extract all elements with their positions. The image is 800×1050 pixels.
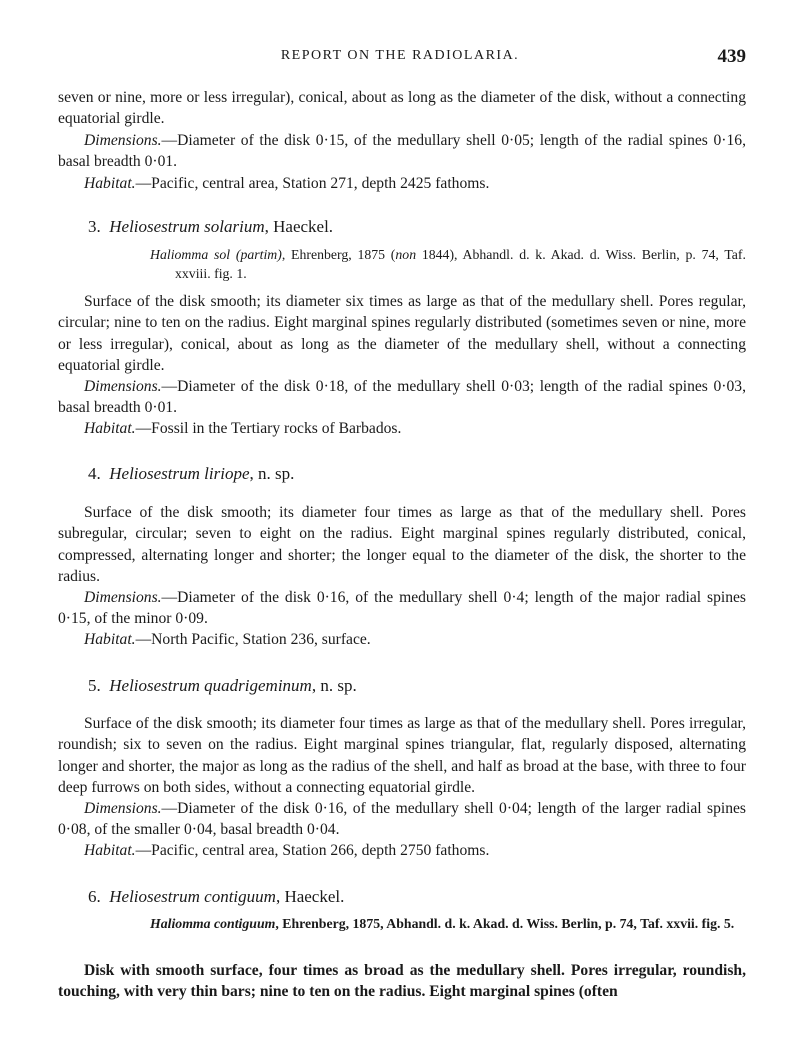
dimensions-label: Dimensions. xyxy=(84,132,162,149)
continuation-paragraph: seven or nine, more or less irregular), conical, about as long as the diameter of the disk, without a connecting equatorial girdle. xyxy=(58,89,746,128)
synonymy xyxy=(150,914,746,933)
synonym-reference: , Ehrenberg, 1875, Abhandl. d. k. Akad. d. Wiss. Berlin, p. 74, Taf. xxvii. fig. 5. xyxy=(275,916,735,931)
habitat-label: Habitat. xyxy=(84,842,136,859)
species-heading xyxy=(88,463,748,485)
habitat-text: —Fossil in the Tertiary rocks of Barbados. xyxy=(135,420,402,437)
species-name: Heliosestrum liriope xyxy=(109,464,250,483)
synonym-name: Haliomma sol xyxy=(150,247,231,262)
dimensions-text: —Diameter of the disk 0·16, of the medullary shell 0·04; length of the larger radial spines 0·08, of the smaller 0·04, basal breadth 0·04. xyxy=(58,800,746,839)
species-heading xyxy=(88,675,748,697)
dimensions-paragraph xyxy=(58,587,746,630)
habitat-label: Habitat. xyxy=(84,631,136,648)
dimensions-text: —Diameter of the disk 0·15, of the medullary shell 0·05; length of the radial spines 0·16, basal breadth 0·01. xyxy=(58,132,746,171)
species-author: , n. sp. xyxy=(311,676,357,695)
page-number: 439 xyxy=(717,46,746,67)
habitat-paragraph xyxy=(58,418,746,439)
dimensions-paragraph xyxy=(58,376,746,419)
habitat-paragraph xyxy=(58,173,746,194)
species-author: , n. sp. xyxy=(249,464,295,483)
dimensions-paragraph xyxy=(58,130,746,173)
species-name: Heliosestrum contiguum xyxy=(109,887,276,906)
synonymy xyxy=(150,245,746,283)
dimensions-text: —Diameter of the disk 0·18, of the medullary shell 0·03; length of the radial spines 0·03, basal breadth 0·01. xyxy=(58,378,746,417)
habitat-label: Habitat. xyxy=(84,420,136,437)
species-number: 4. xyxy=(88,464,101,483)
dimensions-text: —Diameter of the disk 0·16, of the medullary shell 0·4; length of the major radial spines 0·15, of the minor 0·09. xyxy=(58,589,746,628)
description-paragraph: Disk with smooth surface, four times as broad as the medullary shell. Pores irregular, roundish, touching, with very thin bars; nine to ten on the radius. Eight marginal spines (often xyxy=(58,962,746,1001)
habitat-text: —Pacific, central area, Station 266, depth 2750 fathoms. xyxy=(135,842,490,859)
synonym-name: Haliomma contiguum xyxy=(150,916,276,931)
species-author: , Haeckel. xyxy=(264,217,334,236)
synonym-mid: , Ehrenberg, 1875 ( xyxy=(281,247,396,262)
habitat-text: —Pacific, central area, Station 271, depth 2425 fathoms. xyxy=(135,175,490,192)
species-number: 5. xyxy=(88,676,101,695)
species-number: 3. xyxy=(88,217,101,236)
species-number: 6. xyxy=(88,887,101,906)
synonym-reference: 1844), Abhandl. d. k. Akad. d. Wiss. Berlin, p. 74, Taf. xxviii. fig. 1. xyxy=(175,247,746,281)
species-name: Heliosestrum solarium xyxy=(109,217,265,236)
habitat-text: —North Pacific, Station 236, surface. xyxy=(135,631,371,648)
dimensions-label: Dimensions. xyxy=(84,378,162,395)
species-heading xyxy=(88,886,748,908)
habitat-paragraph xyxy=(58,840,746,861)
description-paragraph: Surface of the disk smooth; its diameter four times as large as that of the medullary shell. Pores irregular, roundish; six to seven on the radius. Eight marginal spines triangular, flat, regularly disposed, alternating longer and shorter, the major as long as the radius of the shell, and half as broad at the base, with three to four deep furrows on both sides, without a connecting equatorial girdle. xyxy=(58,715,746,796)
dimensions-paragraph xyxy=(58,798,746,841)
description-paragraph: Surface of the disk smooth; its diameter four times as large as that of the medullary shell. Pores subregular, circular; seven to eight on the radius. Eight marginal spines regularly distributed, conical, compressed, alternating longer and shorter; the longer equal to the diameter of the disk, the shorter to the radius. xyxy=(58,504,746,585)
synonym-non: non xyxy=(395,247,417,262)
dimensions-label: Dimensions. xyxy=(84,589,162,606)
running-title: REPORT ON THE RADIOLARIA. xyxy=(280,48,520,63)
running-head xyxy=(0,46,800,68)
species-heading xyxy=(88,216,748,238)
description-paragraph: Surface of the disk smooth; its diameter six times as large as that of the medullary shell. Pores regular, circular; nine to ten on the radius. Eight marginal spines regularly distributed (sometimes seven or nine, more or less irregular), conical, about as long as the diameter of the medullary shell, without a connecting equatorial girdle. xyxy=(58,293,746,374)
synonym-qualifier: (partim) xyxy=(235,247,282,262)
species-author: , Haeckel. xyxy=(275,887,345,906)
dimensions-label: Dimensions. xyxy=(84,800,162,817)
habitat-paragraph xyxy=(58,629,746,650)
habitat-label: Habitat. xyxy=(84,175,136,192)
species-name: Heliosestrum quadrigeminum xyxy=(109,676,312,695)
